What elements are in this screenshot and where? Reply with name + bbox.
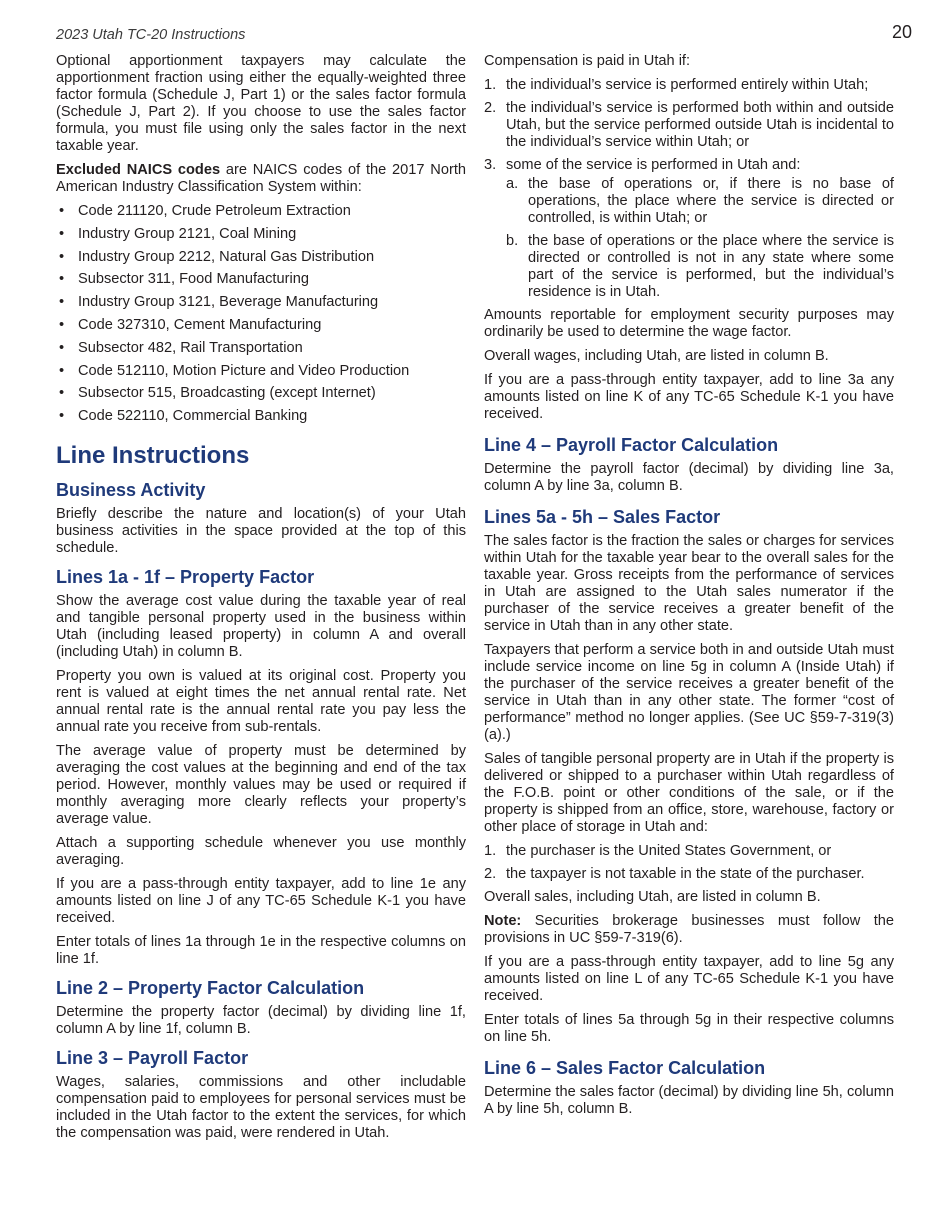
line6-text: Determine the sales factor (decimal) by dividing line 5h, column A by line 5h, column B. <box>484 1084 894 1117</box>
overall-wages-paragraph: Overall wages, including Utah, are listed in column B. <box>484 348 829 364</box>
property-paragraph: Enter totals of lines 1a through 1e in the respective columns on line 1f. <box>56 934 466 968</box>
sales-paragraph: Taxpayers that perform a service both in and outside Utah must include service income on line 5g in column A (Inside Utah) if the purchaser of the service receives a greater benefit of the service in Utah than in any other state. The former “cost of performance” method no longer applies. (See UC §59-7-319(3)(a).) <box>484 642 894 743</box>
bullet-icon: • <box>59 248 65 265</box>
list-item: • Code 512110, Motion Picture and Video Production <box>59 362 410 379</box>
list-item: 2. the taxpayer is not taxable in the state of the purchaser. <box>484 866 865 882</box>
line2-text: Determine the property factor (decimal) by dividing line 1f, column A by line 1f, column B. <box>56 1004 466 1038</box>
naics-term: Excluded NAICS codes <box>56 162 221 178</box>
compensation-list <box>484 77 894 301</box>
overall-sales-paragraph: Overall sales, including Utah, are listed in column B. <box>484 889 821 905</box>
intro-paragraph: Optional apportionment taxpayers may calculate the apportionment fraction using either the equally-weighted three factor formula (Schedule J, Part 1) or the sales factor formula (Schedule J, Part 2). If you choose to use the sales factor formula, you must file using only the sales factor in the next taxable year. <box>56 53 466 154</box>
bullet-icon: • <box>59 339 65 356</box>
property-paragraph: Show the average cost value during the taxable year of real and tangible personal property used in the business within Utah (including leased property) in column A and overall (including Utah) in column B. <box>56 593 466 661</box>
list-item: • Code 327310, Cement Manufacturing <box>59 316 322 333</box>
business-activity-heading: Business Activity <box>56 480 206 501</box>
list-item: • Code 211120, Crude Petroleum Extraction <box>59 203 351 219</box>
compensation-intro: Compensation is paid in Utah if: <box>484 53 691 69</box>
right-column <box>484 53 894 1125</box>
property-paragraph: The average value of property must be determined by averaging the cost values at the beginning and end of the tax period. However, monthly values may be used or required if monthly averaging more clearly reflects your property’s average value. <box>56 743 466 828</box>
line3-heading: Line 3 – Payroll Factor <box>56 1048 249 1069</box>
bullet-icon: • <box>59 362 65 379</box>
property-paragraph: If you are a pass-through entity taxpayer, add to line 1e any amounts listed on line J of any TC-65 Schedule K-1 you have received. <box>56 876 466 927</box>
bullet-icon: • <box>59 271 65 288</box>
note-label: Note: <box>484 913 522 929</box>
list-item: b. the base of operations or the place where the service is directed or controlled is not in any state where some part of the service is performed, but the individual’s residence is in Utah. <box>506 233 894 300</box>
sales-paragraph: The sales factor is the fraction the sales or charges for services within Utah for the taxable year bear to the overall sales for the taxable year. Gross receipts from the performance of services in Utah are assigned to the Utah sales numerator if the purchaser of the service receives a greater benefit of the service in Utah than in any other state. <box>484 533 894 634</box>
line-instructions-heading: Line Instructions <box>56 442 250 470</box>
list-item: a. the base of operations or, if there is no base of operations, the place where the service is directed or controlled, is within Utah; or <box>506 176 894 226</box>
list-item: 1. the purchaser is the United States Government, or <box>484 843 832 859</box>
list-item: • Subsector 311, Food Manufacturing <box>59 271 309 288</box>
line4-heading: Line 4 – Payroll Factor Calculation <box>484 435 779 455</box>
sales-list <box>484 843 894 883</box>
passthrough-3a-paragraph: If you are a pass-through entity taxpayer, add to line 3a any amounts listed on line K of any TC-65 Schedule K-1 you have received. <box>484 372 894 422</box>
bullet-icon: • <box>59 294 65 311</box>
line2-heading: Line 2 – Property Factor Calculation <box>56 978 365 999</box>
list-item: • Code 522110, Commercial Banking <box>59 408 308 425</box>
page-header <box>56 22 912 47</box>
property-factor-heading: Lines 1a - 1f – Property Factor <box>56 567 315 588</box>
list-item: • Subsector 515, Broadcasting (except Internet) <box>59 385 376 402</box>
bullet-icon: • <box>59 203 65 219</box>
line5-heading: Lines 5a - 5h – Sales Factor <box>484 507 721 527</box>
amounts-paragraph: Amounts reportable for employment security purposes may ordinarily be used to determine the wage factor. <box>484 307 894 340</box>
compensation-sublist <box>506 176 894 301</box>
business-activity-text: Briefly describe the nature and location(s) of your Utah business activities in the space provided at the top of this schedule. <box>56 506 466 557</box>
left-column <box>56 53 466 1149</box>
bullet-icon: • <box>59 408 65 425</box>
page-number: 20 <box>891 22 912 42</box>
list-item: • Subsector 482, Rail Transportation <box>59 339 303 356</box>
line4-text: Determine the payroll factor (decimal) by dividing line 3a, column A by line 3a, column B. <box>484 461 894 494</box>
list-item: 2. the individual’s service is performed both within and outside Utah, but the service performed outside Utah is incidental to the individual’s service within Utah; or <box>484 100 894 150</box>
note-paragraph <box>484 913 894 947</box>
document-title: 2023 Utah TC-20 Instructions <box>56 27 246 43</box>
list-item: • Industry Group 2121, Coal Mining <box>59 225 297 242</box>
enter-totals-paragraph: Enter totals of lines 5a through 5g in their respective columns on line 5h. <box>484 1012 894 1045</box>
list-item: • Industry Group 3121, Beverage Manufacturing <box>59 294 379 311</box>
naics-list <box>56 203 466 425</box>
list-item: • Industry Group 2212, Natural Gas Distribution <box>59 248 375 265</box>
list-item: 1. the individual’s service is performed entirely within Utah; <box>484 77 869 93</box>
sales-paragraph: Sales of tangible personal property are in Utah if the property is delivered or shipped to a purchaser within Utah regardless of the F.O.B. point or other conditions of the sale, or if the property is shipped from an office, store, warehouse, factory or other place of storage in Utah and: <box>484 751 894 835</box>
list-item: 3. some of the service is performed in Utah and: a. the base of operations or, if there is no base of operations, the place where the service is directed or controlled, is within Utah; or b. the base of operations or the place where the service is directed or controlled is not in any state where some part of the service is performed, but the individual’s residence is in Utah. <box>484 157 894 300</box>
line6-heading: Line 6 – Sales Factor Calculation <box>484 1058 766 1078</box>
naics-definition: are NAICS codes of the 2017 North American Industry Classification System within: <box>56 162 466 195</box>
naics-paragraph <box>56 162 466 196</box>
bullet-icon: • <box>59 316 65 333</box>
bullet-icon: • <box>59 385 65 402</box>
passthrough-5g-paragraph: If you are a pass-through entity taxpayer, add to line 5g any amounts listed on line L of any TC-65 Schedule K-1 you have received. <box>484 954 894 1004</box>
line3-text: Wages, salaries, commissions and other includable compensation paid to employees for personal services must be included in the Utah factor to the extent the services, for which the compensation was paid, were rendered in Utah. <box>56 1074 466 1142</box>
bullet-icon: • <box>59 225 65 242</box>
property-paragraph: Property you own is valued at its original cost. Property you rent is valued at eight times the net annual rental rate. Net annual rental rate is the annual rental rate you pay less the annual rate you receive from sub-rentals. <box>56 668 466 736</box>
note-text: Securities brokerage businesses must follow the provisions in UC §59-7-319(6). <box>484 913 894 946</box>
property-paragraph: Attach a supporting schedule whenever you use monthly averaging. <box>56 835 466 869</box>
